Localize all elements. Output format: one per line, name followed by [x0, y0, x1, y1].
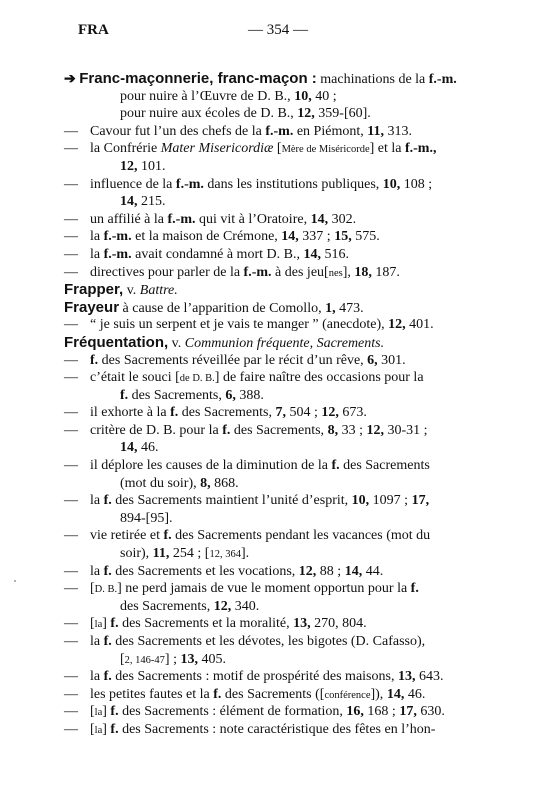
entry-text: 168 ;	[363, 704, 400, 720]
index-line	[64, 527, 490, 545]
entry-text: f.	[110, 616, 119, 632]
entry-text: 14,	[281, 229, 299, 245]
entry-text: 215.	[137, 194, 166, 210]
index-line	[64, 228, 490, 246]
entry-text: la	[94, 707, 103, 719]
entry-text: 101.	[137, 158, 166, 174]
margin-speck	[14, 580, 16, 582]
index-line	[64, 457, 490, 475]
entry-text: 187.	[371, 264, 400, 280]
index-line	[64, 598, 490, 616]
entry-text: f.	[110, 721, 119, 737]
entry-text: ] et la	[369, 141, 405, 157]
page-number: — 354 —	[248, 22, 308, 38]
entry-text: 10,	[294, 88, 312, 104]
entry-text: [	[90, 616, 95, 632]
entry-text: machinations de la	[316, 72, 429, 87]
index-line	[64, 299, 490, 317]
entry-text: 12,	[213, 598, 232, 614]
entry-text: conférence	[324, 689, 371, 701]
entry-text: ].	[240, 546, 250, 562]
entry-text: 12, 364	[209, 549, 241, 561]
entry-text: des Sacrements et les vocations,	[111, 563, 299, 579]
entry-text: 12,	[297, 106, 315, 122]
entry-text: f.-m.	[103, 246, 132, 262]
index-line	[64, 105, 490, 123]
index-line	[64, 580, 490, 598]
entry-text: pour nuire à l’Œuvre de D. B.,	[120, 88, 295, 104]
headword: Frayeur	[64, 298, 120, 316]
entry-text: [	[90, 704, 95, 720]
entry-text: 44.	[362, 563, 384, 579]
index-line	[64, 176, 490, 194]
entry-text: critère de D. B. pour la	[90, 422, 223, 438]
entry-text: 14,	[310, 211, 329, 227]
entry-text: 14,	[120, 440, 138, 456]
entry-text: 1,	[325, 300, 336, 316]
entry-text: 6,	[367, 352, 378, 368]
entry-text: 12,	[366, 422, 384, 438]
entry-text: 270, 804.	[310, 616, 367, 632]
entry-dash: —	[64, 264, 78, 280]
entry-text: la	[94, 724, 103, 736]
entry-text: des Sacrements : motif de prospérité des maisons,	[111, 669, 398, 685]
entry-text: f.	[103, 669, 112, 685]
entry-text: Cavour fut l’un des chefs de la	[90, 123, 266, 139]
entry-dash: —	[64, 229, 78, 245]
entry-dash: —	[64, 123, 78, 139]
entry-text: influence de la	[90, 176, 176, 192]
index-line	[64, 211, 490, 229]
entry-text: Communion fréquente, Sacrements.	[184, 335, 385, 351]
entry-text: f.-m.	[175, 176, 204, 192]
entry-text: des Sacrements,	[178, 405, 276, 421]
entry-text: 14,	[120, 194, 138, 210]
entry-dash: —	[64, 317, 78, 333]
entry-dash: —	[64, 563, 78, 579]
entry-text: 8,	[200, 475, 211, 491]
entry-text: 12,	[298, 563, 317, 579]
entry-text: 504 ;	[285, 405, 322, 421]
entry-text: f.-m.	[243, 264, 272, 280]
entry-text: f.	[222, 422, 231, 438]
entry-dash: —	[64, 370, 78, 386]
entry-text: f.	[170, 405, 179, 421]
entry-dash: —	[64, 493, 78, 509]
index-line	[64, 264, 490, 282]
index-line	[64, 140, 490, 158]
entry-text: Battre.	[139, 283, 178, 299]
entry-text: en Piémont,	[293, 123, 368, 139]
entry-text: 88 ;	[316, 563, 345, 579]
entry-dash: —	[64, 405, 78, 421]
entry-text: ],	[342, 264, 355, 280]
entry-text: nes	[328, 267, 343, 279]
entry-text: 337 ;	[298, 229, 335, 245]
index-line	[64, 158, 490, 176]
index-line	[64, 88, 490, 106]
entry-text: des Sacrements pendant les vacances (mot du	[171, 528, 431, 544]
entry-text: f.	[331, 458, 340, 474]
entry-text: 7,	[275, 405, 286, 421]
entry-text: ]	[102, 616, 111, 632]
entry-text: ➔	[64, 72, 80, 87]
entry-text: v.	[168, 335, 185, 351]
entry-text: à cause de l’apparition de Comollo,	[119, 300, 326, 316]
entry-text: 30-31 ;	[383, 422, 428, 438]
entry-text: 388.	[235, 387, 264, 403]
entry-text: 643.	[415, 669, 444, 685]
entry-text: avait condamné à mort D. B.,	[131, 246, 304, 262]
entry-dash: —	[64, 581, 78, 597]
entry-text: 12,	[120, 158, 138, 174]
entry-text: f.	[103, 563, 112, 579]
entry-text: [	[90, 581, 95, 597]
index-line	[64, 352, 490, 370]
entry-text: 575.	[351, 229, 380, 245]
entry-text: il exhorte à la	[90, 405, 171, 421]
entry-text: 46.	[137, 440, 159, 456]
entry-text: D. B.	[94, 584, 118, 596]
entry-text: f.	[110, 704, 119, 720]
entry-dash: —	[64, 528, 78, 544]
index-line	[64, 369, 490, 387]
entry-text: ]	[102, 704, 111, 720]
entry-dash: —	[64, 458, 78, 474]
entry-text: des Sacrements et les dévotes, les bigotes (D. Cafasso),	[111, 634, 426, 649]
entry-text: des Sacrements : élément de formation,	[118, 704, 347, 720]
entry-text: 16,	[346, 704, 364, 720]
entry-text: 894-[95].	[120, 510, 173, 526]
index-line	[64, 316, 490, 334]
entry-text: 108 ;	[400, 176, 433, 192]
entry-dash: —	[64, 634, 78, 649]
index-line	[64, 615, 490, 633]
entry-dash: —	[64, 616, 78, 632]
entry-text: la Confrérie	[90, 141, 161, 157]
entry-text: la	[90, 634, 104, 649]
entry-text: 13,	[293, 616, 311, 632]
entry-text: f.	[90, 352, 99, 368]
entry-text: 15,	[334, 229, 352, 245]
headword: Franc-maçonnerie, franc-maçon :	[79, 70, 317, 87]
entry-text: ] ;	[164, 651, 181, 667]
headword: Fréquentation,	[64, 333, 169, 351]
entry-text: 12,	[321, 405, 339, 421]
entry-text: 11,	[367, 123, 384, 139]
entry-dash: —	[64, 211, 78, 227]
entry-text: 13,	[397, 669, 416, 685]
entry-dash: —	[64, 246, 78, 262]
entry-text: directives pour parler de la	[90, 264, 244, 280]
entry-text: f.-m.	[428, 72, 457, 87]
entry-text: [	[90, 721, 95, 737]
entry-text: 12,	[388, 317, 406, 333]
entry-text: des Sacrements : note caractéristique des fêtes en l’hon-	[118, 721, 436, 737]
entry-text: dans les institutions publiques,	[203, 176, 383, 192]
entry-text: 18,	[354, 264, 372, 280]
entry-dash: —	[64, 721, 78, 737]
index-line	[64, 334, 490, 352]
entry-text: 14,	[344, 563, 363, 579]
entry-text: f.	[103, 634, 112, 649]
running-head	[78, 20, 490, 40]
entry-text: [	[273, 141, 282, 157]
entry-text: 10,	[351, 493, 370, 509]
entry-text: de D. B.	[179, 373, 215, 385]
entry-text: il déplore les causes de la diminution de la	[90, 458, 332, 474]
entry-text: la	[90, 669, 104, 685]
entry-text: 1097 ;	[369, 493, 412, 509]
entry-text: des Sacrements ([	[221, 686, 325, 702]
entry-dash: —	[64, 352, 78, 368]
entry-text: pour nuire aux écoles de D. B.,	[120, 106, 298, 122]
entry-text: des Sacrements réveillée par le récit d’un rêve,	[98, 352, 368, 368]
entry-text: la	[94, 619, 103, 631]
entry-text: 6,	[225, 387, 236, 403]
index-line	[64, 387, 490, 405]
entry-text: f.	[163, 528, 172, 544]
entry-text: f.	[120, 387, 129, 403]
index-line	[64, 686, 490, 704]
entry-text: des Sacrements,	[230, 422, 328, 438]
entry-dash: —	[64, 176, 78, 192]
entry-text: à des jeu[	[271, 264, 329, 280]
entry-text: un affilié à la	[90, 211, 168, 227]
index-line	[64, 510, 490, 528]
entry-text: la	[90, 493, 104, 509]
entry-text: 254 ; [	[169, 546, 210, 562]
entry-text: 14,	[386, 686, 405, 702]
entry-text: 673.	[338, 405, 367, 421]
entry-text: des Sacrements maintient l’unité d’esprit,	[111, 493, 352, 509]
entry-text: f.-m.,	[404, 141, 437, 157]
entry-text: ]),	[370, 686, 387, 702]
entry-text: ] ne perd jamais de vue le moment opportun pour la	[117, 581, 411, 597]
headword: Frapper,	[64, 281, 124, 299]
index-line	[64, 563, 490, 581]
index-line	[64, 404, 490, 422]
entry-text: 340.	[231, 598, 260, 614]
entry-text: ]	[102, 721, 111, 737]
entry-text: 8,	[327, 422, 339, 438]
entry-text: v.	[123, 283, 140, 299]
index-line	[64, 492, 490, 510]
entry-text: et la maison de Crémone,	[131, 229, 282, 245]
entry-text: 11,	[152, 546, 170, 562]
entry-text: f.	[410, 581, 419, 597]
entry-text: des Sacrements	[339, 458, 430, 474]
index-line	[64, 475, 490, 493]
entry-text: 14,	[303, 246, 321, 262]
index-line	[64, 633, 490, 651]
index-line	[64, 193, 490, 211]
entry-text: la	[90, 246, 104, 262]
entry-text: 313.	[383, 123, 412, 139]
entry-text: 13,	[180, 651, 198, 667]
index-line	[64, 422, 490, 440]
entry-text: 405.	[197, 651, 226, 667]
index-entries	[64, 70, 490, 739]
index-line	[64, 668, 490, 686]
entry-text: [	[120, 651, 125, 667]
entry-text: f.	[213, 686, 222, 702]
entry-text: f.-m.	[103, 229, 132, 245]
index-line	[64, 439, 490, 457]
entry-text: 401.	[405, 317, 434, 333]
index-line	[64, 70, 490, 88]
entry-text: f.-m.	[167, 211, 196, 227]
entry-dash: —	[64, 686, 78, 702]
entry-text: Mère de Miséricorde	[281, 144, 370, 156]
index-line	[64, 123, 490, 141]
entry-text: Mater Misericordiæ	[160, 141, 274, 157]
entry-text: “ je suis un serpent et je vais te manger ” (anecdote),	[90, 317, 389, 333]
entry-text: les petites fautes et la	[90, 686, 214, 702]
entry-text: f.	[103, 493, 112, 509]
entry-text: 868.	[210, 475, 239, 491]
entry-text: 359-[60].	[314, 106, 371, 122]
entry-dash: —	[64, 669, 78, 685]
index-line	[64, 721, 490, 739]
entry-dash: —	[64, 422, 78, 438]
entry-text: 33 ;	[338, 422, 367, 438]
entry-text: 473.	[335, 300, 364, 316]
index-line	[64, 545, 490, 563]
index-line	[64, 281, 490, 299]
entry-text: 516.	[320, 246, 349, 262]
entry-dash: —	[64, 141, 78, 157]
entry-text: c’était le souci [	[90, 370, 180, 386]
entry-text: 40 ;	[311, 88, 337, 104]
entry-dash: —	[64, 704, 78, 720]
entry-text: des Sacrements,	[120, 598, 214, 614]
entry-text: ] de faire naître des occasions pour la	[214, 370, 424, 386]
index-line	[64, 651, 490, 669]
entry-text: la	[90, 563, 104, 579]
entry-text: 46.	[404, 686, 426, 702]
entry-text: 2, 146-47	[124, 654, 165, 666]
index-line	[64, 703, 490, 721]
entry-text: 301.	[377, 352, 406, 368]
entry-text: 10,	[382, 176, 401, 192]
entry-text: 17,	[411, 493, 430, 509]
index-line	[64, 246, 490, 264]
entry-text: soir),	[120, 546, 153, 562]
entry-text: 302.	[328, 211, 357, 227]
entry-text: 17,	[399, 704, 417, 720]
entry-text: vie retirée et	[90, 528, 164, 544]
entry-text: la	[90, 229, 104, 245]
entry-text: f.-m.	[265, 123, 294, 139]
entry-text: 630.	[416, 704, 445, 720]
entry-text: qui vit à l’Oratoire,	[195, 211, 311, 227]
running-head-key: FRA	[78, 22, 109, 38]
entry-text: des Sacrements,	[128, 387, 226, 403]
entry-text: des Sacrements et la moralité,	[118, 616, 294, 632]
entry-text: (mot du soir),	[120, 475, 201, 491]
